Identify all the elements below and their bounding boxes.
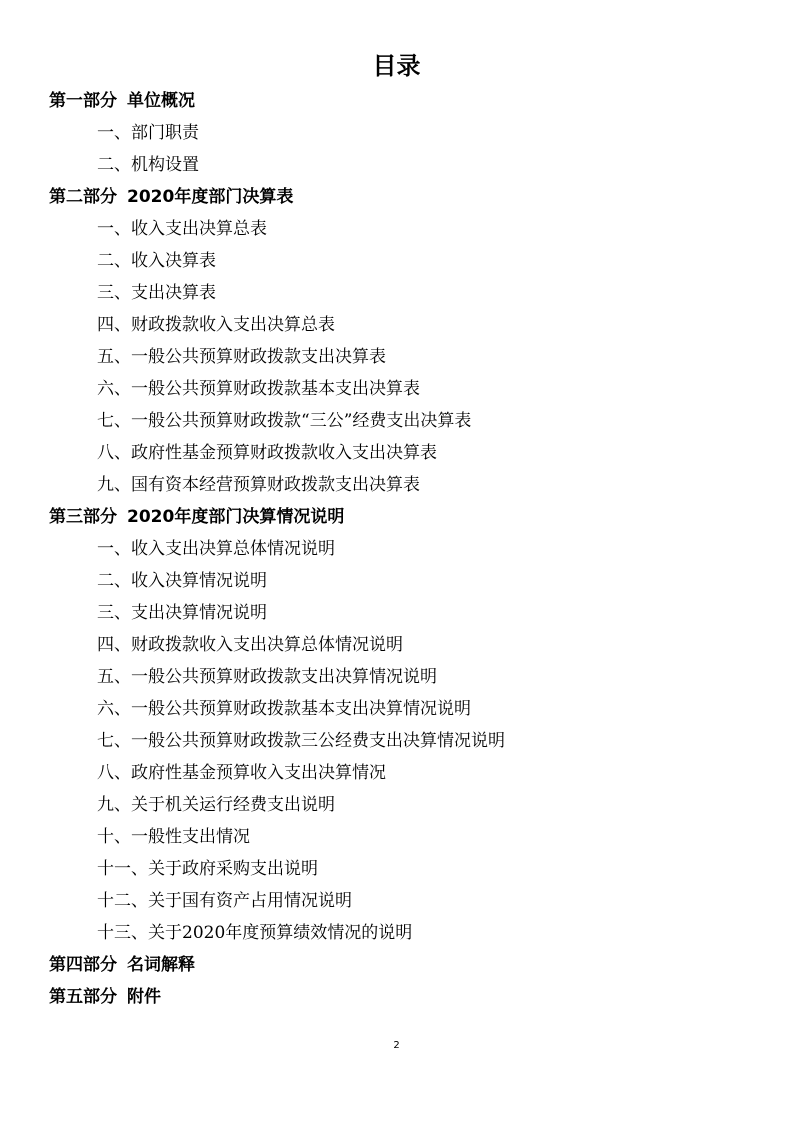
toc-item: 九、国有资本经营预算财政拨款支出决算表 xyxy=(97,475,420,495)
toc-part-number: 第三部分 xyxy=(49,507,117,527)
toc-item: 十、一般性支出情况 xyxy=(97,827,250,847)
toc-item: 八、政府性基金预算财政拨款收入支出决算表 xyxy=(97,443,437,463)
table-of-contents xyxy=(0,85,793,1013)
toc-item: 二、收入决算表 xyxy=(97,251,216,271)
toc-item: 八、政府性基金预算收入支出决算情况 xyxy=(97,763,386,783)
toc-part-name: 2020年度部门决算表 xyxy=(127,187,294,207)
toc-item: 三、支出决算表 xyxy=(97,283,216,303)
toc-item: 六、一般公共预算财政拨款基本支出决算情况说明 xyxy=(97,699,471,719)
toc-part-number: 第五部分 xyxy=(49,987,117,1007)
toc-part-name: 名词解释 xyxy=(127,955,195,975)
toc-part-number: 第二部分 xyxy=(49,187,117,207)
toc-item: 二、收入决算情况说明 xyxy=(97,571,267,591)
toc-part-number: 第四部分 xyxy=(49,955,117,975)
toc-item: 四、财政拨款收入支出决算总体情况说明 xyxy=(97,635,403,655)
toc-item: 一、部门职责 xyxy=(97,123,199,143)
toc-part-name: 单位概况 xyxy=(127,91,195,111)
toc-item: 一、收入支出决算总表 xyxy=(97,219,267,239)
toc-item: 十三、关于2020年度预算绩效情况的说明 xyxy=(97,923,413,943)
toc-part-heading xyxy=(0,85,793,117)
toc-item: 十一、关于政府采购支出说明 xyxy=(97,859,318,879)
toc-part-heading xyxy=(0,981,793,1013)
toc-part-name: 附件 xyxy=(127,987,161,1007)
toc-part-heading xyxy=(0,949,793,981)
toc-item: 二、机构设置 xyxy=(97,155,199,175)
toc-item: 五、一般公共预算财政拨款支出决算表 xyxy=(97,347,386,367)
page-title: 目录 xyxy=(372,52,421,80)
toc-item: 三、支出决算情况说明 xyxy=(97,603,267,623)
toc-item: 四、财政拨款收入支出决算总表 xyxy=(97,315,335,335)
toc-item: 十二、关于国有资产占用情况说明 xyxy=(97,891,352,911)
toc-part-heading xyxy=(0,501,793,533)
toc-item: 七、一般公共预算财政拨款“三公”经费支出决算表 xyxy=(97,411,472,431)
toc-item: 六、一般公共预算财政拨款基本支出决算表 xyxy=(97,379,420,399)
toc-item: 五、一般公共预算财政拨款支出决算情况说明 xyxy=(97,667,437,687)
toc-item: 一、收入支出决算总体情况说明 xyxy=(97,539,335,559)
toc-part-name: 2020年度部门决算情况说明 xyxy=(127,507,345,527)
toc-part-number: 第一部分 xyxy=(49,91,117,111)
toc-part-heading xyxy=(0,181,793,213)
page-number: 2 xyxy=(393,1040,400,1051)
toc-item: 七、一般公共预算财政拨款三公经费支出决算情况说明 xyxy=(97,731,505,751)
toc-item: 九、关于机关运行经费支出说明 xyxy=(97,795,335,815)
